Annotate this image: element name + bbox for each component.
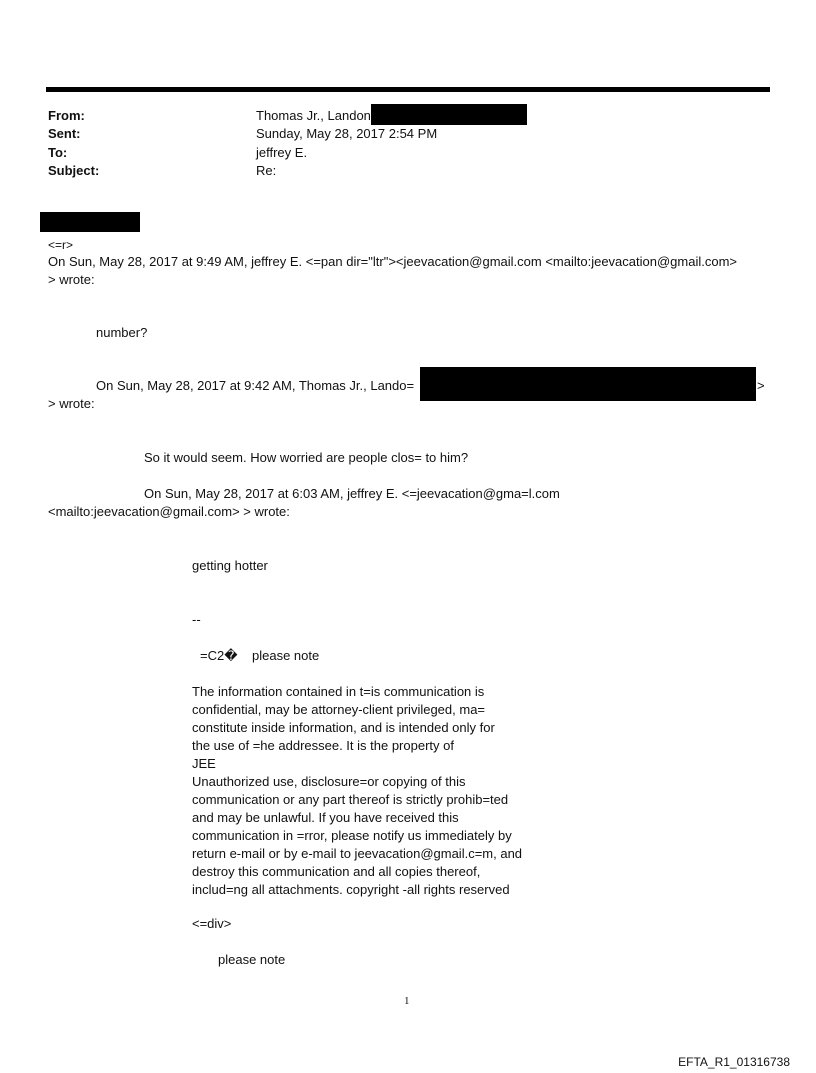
quote1-line1: On Sun, May 28, 2017 at 9:49 AM, jeffrey E. <=pan dir="ltr"><jeevacation@gmail.com <mailto:jeevacation@gmail.com> [48,254,737,269]
quote2-line2: > wrote: [48,396,95,411]
page-number: 1 [404,995,410,1007]
sent-value: Sunday, May 28, 2017 2:54 PM [256,126,438,141]
from-value: Thomas Jr., Landon [256,108,371,123]
redaction-body-top [40,212,140,232]
quote3-line1: On Sun, May 28, 2017 at 6:03 AM, jeffrey E. <=jeevacation@gma=l.com [144,486,560,501]
bates-number: EFTA_R1_01316738 [678,1055,790,1069]
div-tag: <=div> [192,916,232,931]
to-value: jeffrey E. [256,145,308,160]
to-label: To: [48,145,68,160]
r-tag: <=r> [48,238,74,252]
sent-label: Sent: [48,126,81,141]
signature-dash: -- [192,612,201,627]
redaction-from-email [371,104,527,125]
reply3-text: getting hotter [192,558,268,573]
signature-c2: =C2� [200,648,238,663]
subject-value: Re: [256,163,277,178]
quote2-line1: On Sun, May 28, 2017 at 9:42 AM, Thomas Jr., Lando= [96,378,415,393]
signature-note: please note [252,648,320,663]
from-label: From: [48,108,85,123]
reply1-text: number? [96,325,148,340]
quote3-line2: <mailto:jeevacation@gmail.com> > wrote: [48,504,290,519]
redaction-quote2-email [420,367,756,401]
note-second: please note [218,952,286,967]
header-rule [46,87,770,92]
subject-label: Subject: [48,163,100,178]
quote1-line2: > wrote: [48,272,95,287]
quote2-trail: > [757,378,765,393]
confidentiality-disclaimer: The information contained in t=is communication is confidential, may be attorney-client privileged, ma= constitute inside information, and is intended only for the use of =he addressee. It is the property of JEE Unauthorized use, disclosure=or copying of this communication or any part thereof is strictly prohib=ted and may be unlawful. If you have received this communication in =rror, please notify us immediately by return e-mail or by e-mail to jeevacation@gmail.c=m, and destroy this communication and all copies thereof, includ=ng all attachments. copyright -all rights reserved [192,684,523,897]
reply2-text: So it would seem. How worried are people clos= to him? [144,450,469,465]
